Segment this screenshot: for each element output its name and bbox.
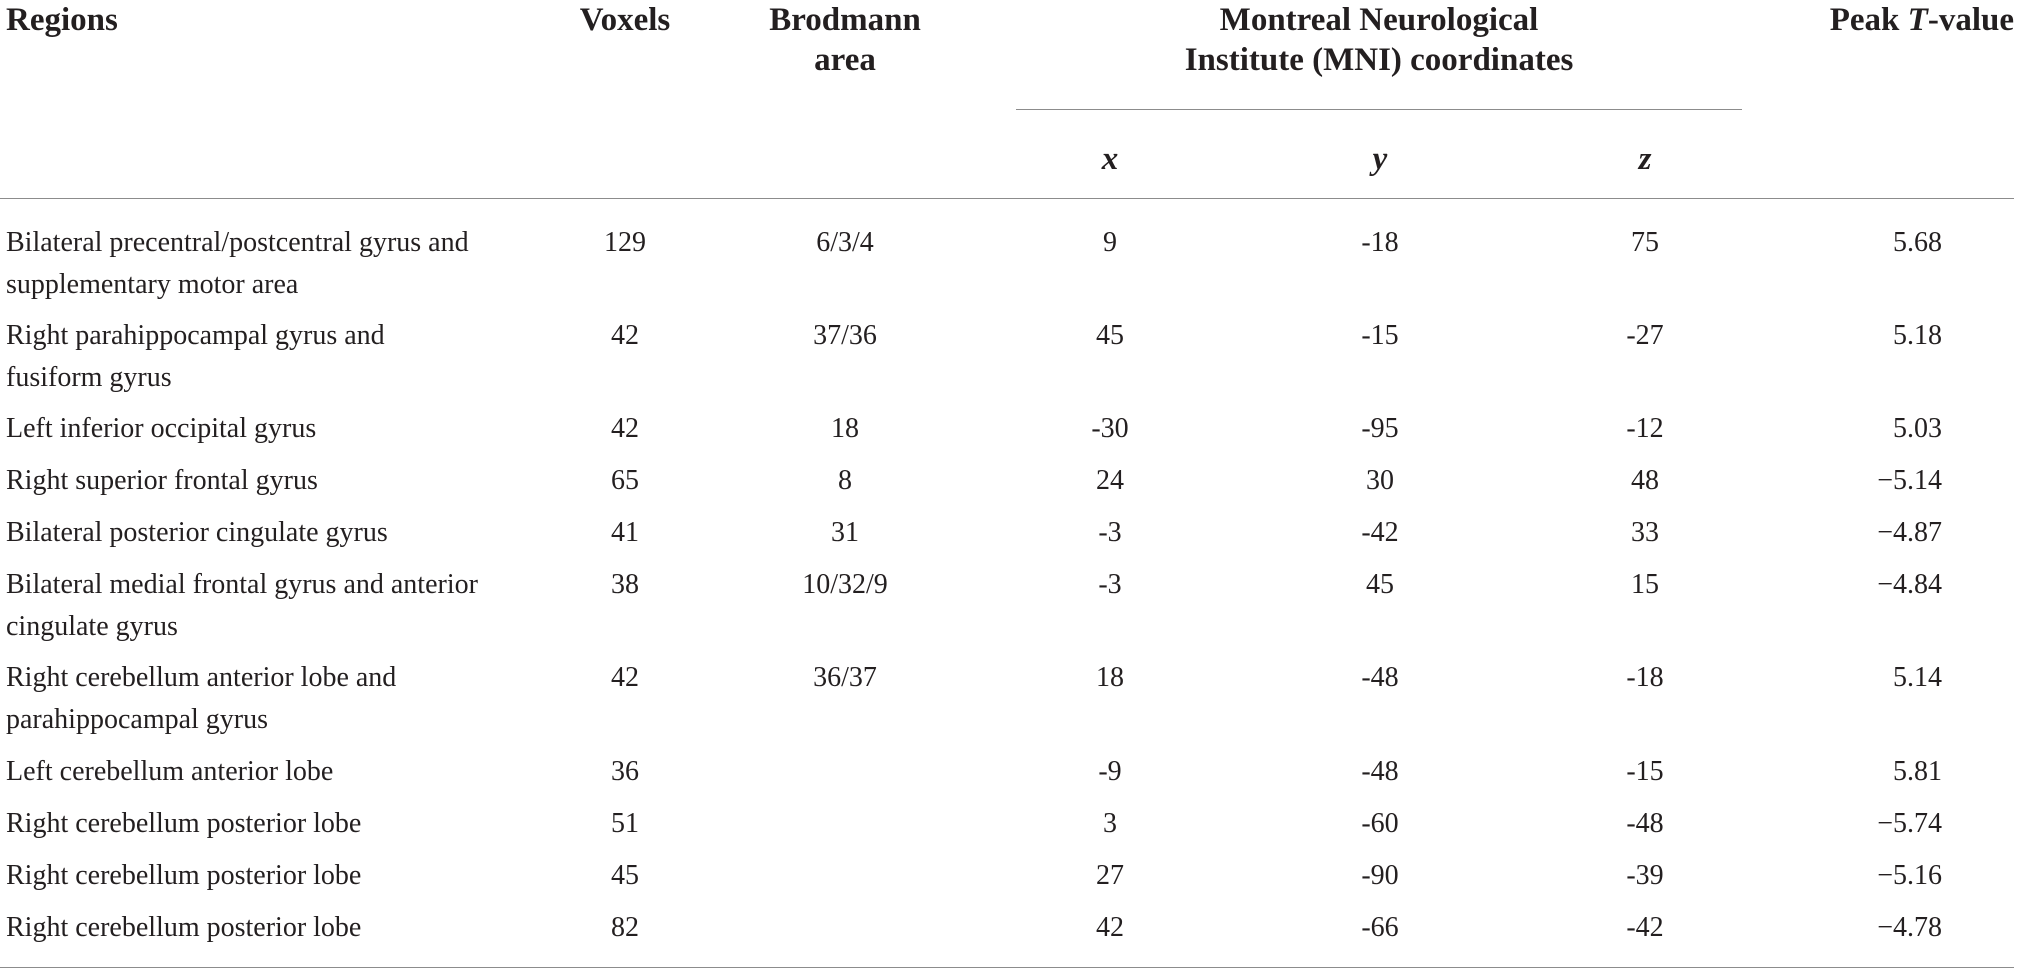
region-line: Right cerebellum anterior lobe and	[6, 662, 397, 693]
region-cell	[6, 564, 526, 648]
region-cell	[6, 751, 526, 793]
voxels-cell: 42	[611, 413, 639, 444]
peak-t-cell: −5.14	[1877, 465, 1942, 496]
voxels-cell: 51	[611, 808, 639, 839]
region-line: Bilateral posterior cingulate gyrus	[6, 517, 388, 548]
x-cell: 9	[1103, 227, 1117, 258]
voxels-cell: 45	[611, 860, 639, 891]
header-bottom-rule	[0, 198, 2014, 199]
x-cell: 27	[1096, 860, 1124, 891]
y-cell: -60	[1361, 808, 1399, 839]
region-cell	[6, 512, 526, 554]
x-cell: -3	[1098, 569, 1122, 600]
z-cell: 15	[1631, 569, 1659, 600]
voxels-cell: 82	[611, 912, 639, 943]
region-line: parahippocampal gyrus	[6, 704, 269, 735]
header-voxels-label: Voxels	[579, 2, 671, 38]
x-cell: -9	[1098, 756, 1122, 787]
header-brodmann	[745, 0, 945, 80]
z-cell: -27	[1626, 320, 1664, 351]
peak-t-cell: 5.81	[1893, 756, 1942, 787]
region-line: Right cerebellum posterior lobe	[6, 860, 362, 891]
z-cell: -42	[1626, 912, 1664, 943]
y-cell: -42	[1361, 517, 1399, 548]
header-peak-italic: T	[1907, 2, 1928, 38]
header-x-label: x	[1101, 141, 1119, 177]
peak-t-cell: 5.14	[1893, 662, 1942, 693]
y-cell: -48	[1361, 756, 1399, 787]
region-cell	[6, 803, 526, 845]
voxels-cell: 42	[611, 320, 639, 351]
voxels-cell: 129	[604, 227, 646, 258]
header-mni-line1: Montreal Neurological	[1219, 2, 1539, 38]
brodmann-cell: 18	[831, 413, 859, 444]
region-line: Right cerebellum posterior lobe	[6, 808, 362, 839]
z-cell: -12	[1626, 413, 1664, 444]
peak-t-cell: −4.78	[1877, 912, 1942, 943]
z-cell: -48	[1626, 808, 1664, 839]
x-cell: -3	[1098, 517, 1122, 548]
header-z-label: z	[1638, 141, 1652, 177]
region-cell	[6, 408, 526, 450]
voxels-cell: 36	[611, 756, 639, 787]
y-cell: -15	[1361, 320, 1399, 351]
z-cell: -18	[1626, 662, 1664, 693]
header-y	[1320, 139, 1440, 179]
y-cell: -90	[1361, 860, 1399, 891]
header-brodmann-line1: Brodmann	[769, 2, 921, 38]
peak-t-cell: 5.18	[1893, 320, 1942, 351]
region-line: Bilateral precentral/postcentral gyrus and	[6, 227, 469, 258]
mni-subheader-rule	[1016, 109, 1742, 110]
x-cell: 24	[1096, 465, 1124, 496]
x-cell: 3	[1103, 808, 1117, 839]
brodmann-cell: 37/36	[813, 320, 877, 351]
header-voxels	[565, 0, 685, 40]
x-cell: 18	[1096, 662, 1124, 693]
x-cell: 45	[1096, 320, 1124, 351]
y-cell: 45	[1366, 569, 1394, 600]
y-cell: -18	[1361, 227, 1399, 258]
peak-t-cell: 5.03	[1893, 413, 1942, 444]
brodmann-cell: 36/37	[813, 662, 877, 693]
header-x	[1050, 139, 1170, 179]
region-line: Left inferior occipital gyrus	[6, 413, 317, 444]
region-cell	[6, 855, 526, 897]
header-peak-suffix: -value	[1927, 2, 2014, 38]
y-cell: -95	[1361, 413, 1399, 444]
header-mni-line2: Institute (MNI) coordinates	[1184, 42, 1574, 78]
peak-t-cell: −5.16	[1877, 860, 1942, 891]
region-cell	[6, 315, 526, 399]
z-cell: -39	[1626, 860, 1664, 891]
voxels-cell: 65	[611, 465, 639, 496]
table-bottom-rule	[0, 967, 2014, 968]
peak-t-cell: 5.68	[1893, 227, 1942, 258]
z-cell: 33	[1631, 517, 1659, 548]
region-line: cingulate gyrus	[6, 611, 178, 642]
region-line: supplementary motor area	[6, 269, 299, 300]
z-cell: -15	[1626, 756, 1664, 787]
region-line: Left cerebellum anterior lobe	[6, 756, 334, 787]
z-cell: 75	[1631, 227, 1659, 258]
header-mni	[1016, 0, 1742, 80]
region-line: Right parahippocampal gyrus and	[6, 320, 385, 351]
region-line: Right cerebellum posterior lobe	[6, 912, 362, 943]
x-cell: 42	[1096, 912, 1124, 943]
region-cell	[6, 222, 526, 306]
region-cell	[6, 907, 526, 949]
region-cell	[6, 657, 526, 741]
peak-t-cell: −4.84	[1877, 569, 1942, 600]
voxels-cell: 38	[611, 569, 639, 600]
voxels-cell: 41	[611, 517, 639, 548]
brodmann-cell: 6/3/4	[816, 227, 874, 258]
x-cell: -30	[1091, 413, 1129, 444]
header-y-label: y	[1372, 141, 1388, 177]
header-z	[1585, 139, 1705, 179]
peak-t-cell: −4.87	[1877, 517, 1942, 548]
brodmann-cell: 8	[838, 465, 852, 496]
y-cell: 30	[1366, 465, 1394, 496]
region-line: fusiform gyrus	[6, 362, 172, 393]
brodmann-cell: 10/32/9	[802, 569, 888, 600]
brodmann-cell: 31	[831, 517, 859, 548]
header-peak-prefix: Peak	[1829, 2, 1908, 38]
voxels-cell: 42	[611, 662, 639, 693]
header-peak-t	[1800, 0, 2014, 40]
y-cell: -66	[1361, 912, 1399, 943]
region-cell	[6, 460, 526, 502]
region-line: Right superior frontal gyrus	[6, 465, 318, 496]
header-regions-label: Regions	[6, 2, 118, 38]
z-cell: 48	[1631, 465, 1659, 496]
region-line: Bilateral medial frontal gyrus and anterior	[6, 569, 478, 600]
peak-t-cell: −5.74	[1877, 808, 1942, 839]
y-cell: -48	[1361, 662, 1399, 693]
header-brodmann-line2: area	[814, 42, 876, 78]
header-regions	[6, 0, 118, 40]
